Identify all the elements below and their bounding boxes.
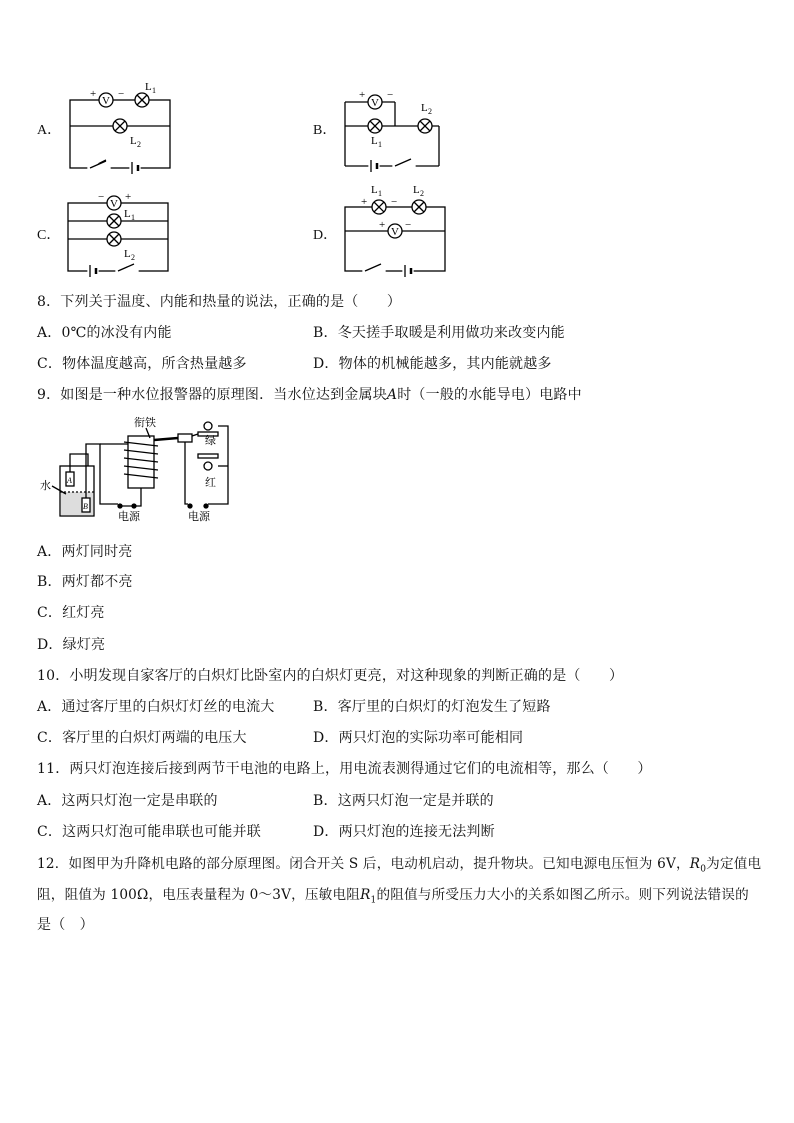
option-c-label: C． [37,228,61,243]
q8-option-c: C．物体温度越高，所含热量越多 [37,356,247,372]
circuit-diagram-a [60,78,180,178]
svg-text:L: L [124,248,131,260]
svg-text:L: L [371,135,378,147]
q9-option-c: C．红灯亮 [37,605,105,621]
svg-text:−: − [391,196,398,208]
svg-text:−: − [387,89,394,101]
svg-text:−: − [98,191,105,203]
svg-text:+: + [90,88,97,100]
question-10-stem: 10．小明发现自家客厅的白炽灯比卧室内的白炽灯更亮，对这种现象的判断正确的是（ ） [37,668,624,684]
svg-text:电源: 电源 [188,511,210,523]
svg-text:L: L [413,184,420,196]
svg-text:L: L [124,208,131,220]
circuit-diagram-c [58,185,178,285]
q11-option-c: C．这两只灯泡可能串联也可能并联 [37,824,261,840]
q10-option-b: B．客厅里的白炽灯的灯泡发生了短路 [313,699,551,715]
q8-option-b: B．冬天搓手取暖是利用做功来改变内能 [313,325,565,341]
svg-text:1: 1 [378,140,382,149]
water-level-alarm-figure [38,414,238,529]
q11-option-b: B．这两只灯泡一定是并联的 [313,793,494,809]
question-9-stem: 9．如图是一种水位报警器的原理图．当水位达到金属块A时（一般的水能导电）电路中 [37,387,582,403]
svg-text:1: 1 [131,213,135,222]
svg-text:电源: 电源 [118,511,140,523]
svg-text:−: − [405,219,412,231]
q9-option-b: B．两灯都不亮 [37,574,133,590]
svg-text:2: 2 [428,107,432,116]
svg-text:L: L [371,184,378,196]
question-12-line-2: 阻，阻值为 100Ω，电压表量程为 0～3V，压敏电阻$R_1$的阻值与所受压力大小的关系如图乙所示。则下列说法错误的 [37,887,749,906]
svg-text:+: + [125,191,132,203]
svg-text:+: + [361,196,368,208]
svg-text:2: 2 [137,140,141,149]
svg-text:+: + [379,219,386,231]
circuit-diagram-b [335,80,455,180]
question-8-stem: 8．下列关于温度、内能和热量的说法，正确的是（ ） [37,294,402,310]
svg-text:V: V [110,198,118,210]
circuit-diagram-d [335,185,455,285]
q10-option-c: C．客厅里的白炽灯两端的电压大 [37,730,247,746]
svg-text:1: 1 [378,189,382,198]
option-a-label: A． [37,123,62,138]
option-d-label: D． [313,228,338,243]
q11-option-d: D．两只灯泡的连接无法判断 [313,824,495,840]
svg-text:水: 水 [40,480,51,492]
svg-text:B: B [83,502,88,511]
q8-option-a: A．0℃的冰没有内能 [37,325,172,341]
svg-text:V: V [102,95,110,107]
svg-text:L: L [421,102,428,114]
svg-text:+: + [359,89,366,101]
svg-text:2: 2 [131,253,135,262]
question-11-stem: 11．两只灯泡连接后接到两节干电池的电路上，用电流表测得通过它们的电流相等，那么（ ） [37,761,652,777]
svg-text:A: A [67,476,72,485]
svg-text:衔铁: 衔铁 [134,417,156,429]
q9-option-a: A．两灯同时亮 [37,544,133,560]
svg-text:V: V [371,97,379,109]
svg-text:L: L [130,135,137,147]
q9-option-d: D．绿灯亮 [37,637,106,653]
svg-text:−: − [118,88,125,100]
svg-text:1: 1 [152,86,156,95]
svg-text:V: V [391,226,399,238]
q10-option-d: D．两只灯泡的实际功率可能相同 [313,730,524,746]
svg-text:红: 红 [205,477,216,489]
question-12-line-1: 12．如图甲为升降机电路的部分原理图。闭合开关 S 后，电动机启动，提升物块。已知电源电压恒为 6V，$R_0$为定值电 [37,856,762,875]
question-12-line-3: 是（ ） [37,917,94,933]
svg-text:绿: 绿 [205,435,216,447]
q8-option-d: D．物体的机械能越多，其内能就越多 [313,356,552,372]
q11-option-a: A．这两只灯泡一定是串联的 [37,793,218,809]
option-b-label: B． [313,123,337,138]
svg-text:L: L [145,81,152,93]
svg-text:2: 2 [420,189,424,198]
q10-option-a: A．通过客厅里的白炽灯灯丝的电流大 [37,699,275,715]
